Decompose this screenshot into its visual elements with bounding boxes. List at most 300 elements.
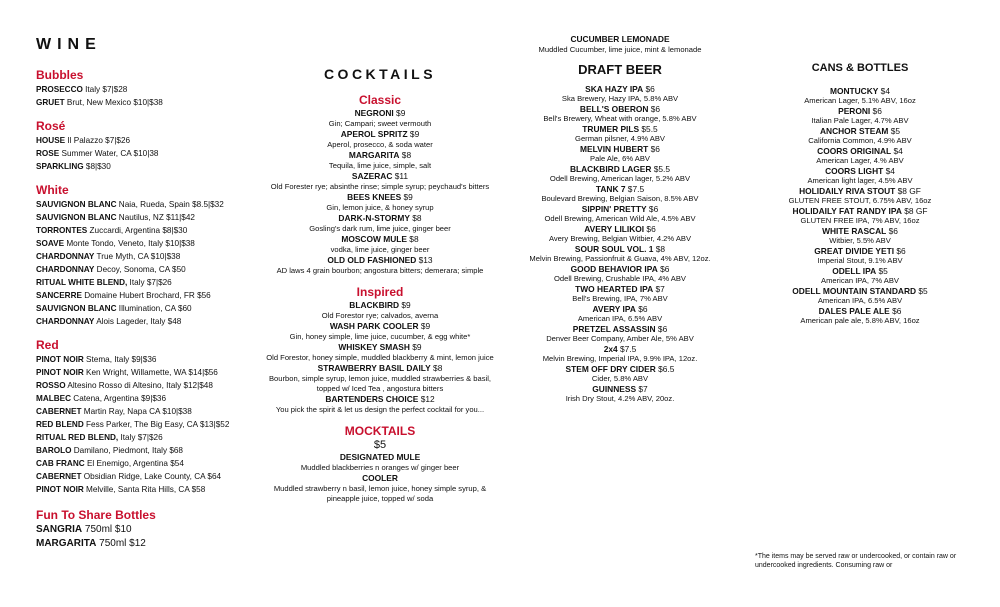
- draft-name-text: STEM OFF DRY CIDER: [565, 364, 656, 374]
- can-item: [760, 266, 960, 286]
- draft-item: [510, 224, 730, 244]
- wine-item-name: SOAVE: [36, 239, 65, 248]
- draft-item-desc: Odell Brewing, Crushable IPA, 4% ABV: [554, 274, 686, 283]
- wine-column: [36, 36, 286, 551]
- classic-item: [265, 255, 495, 276]
- wine-item: [36, 444, 286, 457]
- draft-item: [510, 244, 730, 264]
- draft-item-name: [510, 164, 730, 174]
- can-item-desc: Italian Pale Lager, 4.7% ABV: [811, 116, 909, 125]
- inspired-name-text: BARTENDERS CHOICE: [325, 394, 419, 404]
- can-item-desc: Imperial Stout, 9.1% ABV: [817, 256, 903, 265]
- can-item: [760, 286, 960, 306]
- classic-name-text: APEROL SPRITZ: [340, 129, 408, 139]
- can-name-text: WHITE RASCAL: [822, 226, 887, 236]
- draft-item: [510, 204, 730, 224]
- draft-name-text: PRETZEL ASSASSIN: [572, 324, 656, 334]
- draft-name-text: BLACKBIRD LAGER: [569, 164, 652, 174]
- classic-item-name: [265, 192, 495, 203]
- can-item-name: [760, 306, 960, 316]
- draft-item-desc: Ska Brewery, Hazy IPA, 5.8% ABV: [561, 94, 679, 103]
- wine-section-heading: White: [36, 183, 69, 197]
- classic-price: $8: [399, 150, 412, 160]
- wine-item-detail: El Enemigo, Argentina $54: [84, 459, 184, 468]
- wine-item-detail: Italy $7|$26: [118, 433, 163, 442]
- draft-name-text: TANK 7: [595, 184, 626, 194]
- inspired-name-text: BLACKBIRD: [349, 300, 400, 310]
- draft-item-name: [510, 284, 730, 294]
- draft-price: $6: [635, 304, 648, 314]
- wine-section: [36, 338, 286, 496]
- can-name-text: MONTUCKY: [829, 86, 879, 96]
- wine-sections: [36, 68, 286, 496]
- wine-item-name: ROSE: [36, 149, 60, 158]
- fun-item-detail: 750ml $12: [96, 538, 146, 549]
- draft-item-name: [510, 224, 730, 234]
- wine-item-detail: True Myth, CA $10|$38: [94, 252, 181, 261]
- inspired-item-name: [265, 394, 495, 405]
- wine-item-detail: Fess Parker, The Big Easy, CA $13|$52: [83, 420, 230, 429]
- cocktails-title: COCKTAILS: [323, 66, 437, 82]
- can-price: $5: [888, 126, 901, 136]
- draft-item-desc: German pilsner, 4.9% ABV: [575, 134, 665, 143]
- inspired-name-text: STRAWBERRY BASIL DAILY: [317, 363, 431, 373]
- can-item-name: [760, 246, 960, 256]
- draft-item-name: [510, 304, 730, 314]
- wine-item-name: SAUVIGNON BLANC: [36, 304, 117, 313]
- draft-item: [510, 104, 730, 124]
- draft-item-desc: Irish Dry Stout, 4.2% ABV, 20oz.: [565, 394, 675, 403]
- can-name-text: COORS LIGHT: [825, 166, 884, 176]
- wine-item-name: HOUSE: [36, 136, 66, 145]
- inspired-item-name: [265, 342, 495, 353]
- can-item: [760, 86, 960, 106]
- wine-item-detail: Catena, Argentina $9|$36: [71, 394, 167, 403]
- wine-item-name: RITUAL RED BLEND,: [36, 433, 119, 442]
- wine-item-detail: Zuccardi, Argentina $8|$30: [87, 226, 188, 235]
- draft-item-desc: Odell Brewing, American Wild Ale, 4.5% ABV: [544, 214, 696, 223]
- draft-name-text: MELVIN HUBERT: [580, 144, 649, 154]
- classic-name-text: OLD OLD FASHIONED: [327, 255, 417, 265]
- wine-item-name: PINOT NOIR: [36, 355, 84, 364]
- classic-name-text: SAZERAC: [351, 171, 393, 181]
- lemonade-desc: Muddled Cucumber, lime juice, mint & lemonade: [538, 45, 702, 54]
- draft-item-desc: Avery Brewing, Belgian Witbier, 4.2% ABV: [548, 234, 692, 243]
- classic-item: [265, 150, 495, 171]
- classic-price: $9: [401, 192, 413, 202]
- wine-item-detail: Illumination, CA $60: [116, 304, 192, 313]
- classic-item: [265, 108, 495, 129]
- wine-item-name: BAROLO: [36, 446, 72, 455]
- mocktail-item-desc: Muddled blackberries n oranges w/ ginger beer: [300, 463, 460, 472]
- can-item-desc: Witbier, 5.5% ABV: [829, 236, 891, 245]
- can-item-name: [760, 106, 960, 116]
- inspired-item-desc: Gin, honey simple, lime juice, cucumber, & egg white*: [289, 332, 471, 341]
- inspired-item-desc: You pick the spirit & let us design the perfect cocktail for you...: [275, 405, 485, 414]
- classic-item-name: [265, 150, 495, 161]
- classic-price: $11: [392, 171, 409, 181]
- can-name-text: DALES PALE ALE: [818, 306, 890, 316]
- can-price: $4: [883, 166, 895, 176]
- can-item: [760, 186, 960, 206]
- wine-item-detail: Italy $7|$28: [82, 85, 128, 94]
- wine-item: [36, 392, 286, 405]
- cocktails-column: [265, 66, 495, 504]
- wine-item-name: CHARDONNAY: [36, 265, 95, 274]
- wine-item-name: MALBEC: [36, 394, 72, 403]
- can-item: [760, 146, 960, 166]
- draft-name-text: TWO HEARTED IPA: [575, 284, 654, 294]
- draft-item-name: [510, 244, 730, 254]
- classic-price: $8: [406, 234, 419, 244]
- inspired-item: [265, 363, 495, 394]
- inspired-list: [265, 300, 495, 415]
- classic-item-desc: Tequila, lime juice, simple, salt: [328, 161, 432, 170]
- draft-price: $5.5: [651, 164, 671, 174]
- wine-item-detail: Ken Wright, Willamette, WA $14|$56: [83, 368, 218, 377]
- wine-section-heading: Bubbles: [36, 68, 84, 82]
- can-item-name: [760, 126, 960, 136]
- draft-name-text: AVERY IPA: [592, 304, 636, 314]
- mocktails-heading: MOCKTAILS: [344, 424, 416, 438]
- can-item-desc: California Common, 4.9% ABV: [808, 136, 912, 145]
- can-name-text: HOLIDAILY RIVA STOUT: [799, 186, 896, 196]
- wine-item: [36, 315, 286, 328]
- can-price: $5: [876, 266, 888, 276]
- wine-item-detail: Martin Ray, Napa CA $10|$38: [81, 407, 192, 416]
- can-item-name: [760, 266, 960, 276]
- draft-item-name: [510, 344, 730, 354]
- wine-item-name: PINOT NOIR: [36, 368, 84, 377]
- draft-item: [510, 324, 730, 344]
- can-price: $6: [886, 226, 898, 236]
- classic-name-text: NEGRONI: [354, 108, 394, 118]
- mocktail-name-text: COOLER: [362, 473, 398, 483]
- draft-name-text: SIPPIN' PRETTY: [581, 204, 647, 214]
- draft-item-name: [510, 364, 730, 374]
- draft-price: $6.5: [655, 364, 675, 374]
- draft-item-desc: Pale Ale, 6% ABV: [590, 154, 650, 163]
- draft-item-desc: Melvin Brewing, Imperial IPA, 9.9% IPA, 12oz.: [542, 354, 698, 363]
- draft-item: [510, 264, 730, 284]
- classic-item-name: [265, 108, 495, 119]
- wine-item: [36, 276, 286, 289]
- wine-item-detail: $8|$30: [83, 162, 111, 171]
- classic-item: [265, 171, 495, 192]
- can-name-text: ODELL MOUNTAIN STANDARD: [792, 286, 917, 296]
- can-price: $8 GF: [895, 186, 921, 196]
- draft-item-name: [510, 384, 730, 394]
- draft-price: $6: [646, 204, 659, 214]
- can-item-desc: American IPA, 6.5% ABV: [817, 296, 903, 305]
- wine-item-name: SPARKLING: [36, 162, 84, 171]
- classic-item-name: [265, 129, 495, 140]
- can-item: [760, 226, 960, 246]
- fun-section: [36, 508, 286, 551]
- wine-item-name: CHARDONNAY: [36, 317, 95, 326]
- draft-item-name: [510, 324, 730, 334]
- draft-price: $6: [655, 324, 668, 334]
- fun-item-name: MARGARITA: [36, 538, 97, 549]
- classic-item-desc: Gosling's dark rum, lime juice, ginger beer: [309, 224, 451, 233]
- draft-price: $8: [653, 244, 666, 254]
- draft-name-text: AVERY LILIKOI: [584, 224, 645, 234]
- wine-item-detail: Alois Lageder, Italy $48: [94, 317, 182, 326]
- inspired-price: $9: [409, 342, 422, 352]
- classic-item: [265, 234, 495, 255]
- wine-item: [36, 147, 286, 160]
- draft-item: [510, 84, 730, 104]
- wine-item: [36, 379, 286, 392]
- wine-section: [36, 119, 286, 173]
- wine-item: [36, 302, 286, 315]
- can-item-desc: American IPA, 7% ABV: [821, 276, 899, 285]
- draft-title: DRAFT BEER: [578, 62, 662, 77]
- wine-item-detail: Summer Water, CA $10|38: [59, 149, 159, 158]
- can-item-desc: American light lager, 4.5% ABV: [807, 176, 913, 185]
- can-item-name: [760, 286, 960, 296]
- inspired-price: $9: [418, 321, 431, 331]
- wine-item-name: RED BLEND: [36, 420, 84, 429]
- wine-item-detail: Stema, Italy $9|$36: [83, 355, 157, 364]
- wine-item-name: SANCERRE: [36, 291, 82, 300]
- wine-item: [36, 405, 286, 418]
- wine-item: [36, 457, 286, 470]
- can-item: [760, 166, 960, 186]
- inspired-item-name: [265, 321, 495, 332]
- classic-item-name: [265, 171, 495, 182]
- draft-name-text: GUINNESS: [592, 384, 637, 394]
- can-item-name: [760, 166, 960, 176]
- can-name-text: HOLIDAILY FAT RANDY IPA: [792, 206, 902, 216]
- wine-section-heading: Red: [36, 338, 59, 352]
- draft-item-name: [510, 84, 730, 94]
- inspired-item-desc: Bourbon, simple syrup, lemon juice, muddled strawberries & basil, topped w/ Iced Tea , angostura bitters: [268, 374, 491, 393]
- wine-section-heading: Rosé: [36, 119, 66, 133]
- can-item-name: [760, 206, 960, 216]
- classic-item-name: [265, 255, 495, 266]
- wine-item-detail: Il Palazzo $7|$26: [65, 136, 131, 145]
- draft-item: [510, 384, 730, 404]
- can-name-text: PERONI: [838, 106, 871, 116]
- draft-price: $6: [648, 144, 660, 154]
- footnote: *The items may be served raw or undercooked, or contain raw or undercooked ingredients. Consuming raw or: [755, 553, 957, 569]
- fun-item: [36, 523, 286, 537]
- wine-item-name: RITUAL WHITE BLEND,: [36, 278, 128, 287]
- wine-item-detail: Melville, Santa Rita Hills, CA $58: [83, 485, 206, 494]
- draft-price: $7: [636, 384, 648, 394]
- draft-name-text: SKA HAZY IPA: [585, 84, 644, 94]
- can-item: [760, 126, 960, 146]
- fun-item-name: SANGRIA: [36, 524, 83, 535]
- can-price: $6: [889, 306, 902, 316]
- wine-item-name: CABERNET: [36, 407, 82, 416]
- can-item-name: [760, 86, 960, 96]
- can-price: $6: [870, 106, 882, 116]
- classic-item-name: [265, 234, 495, 245]
- classic-item-name: [265, 213, 495, 224]
- can-item-name: [760, 186, 960, 196]
- draft-list: [510, 84, 730, 404]
- draft-item-desc: Melvin Brewing, Passionfruit & Guava, 4% ABV, 12oz.: [529, 254, 711, 263]
- wine-item-detail: Italy $7|$26: [127, 278, 172, 287]
- wine-item: [36, 418, 286, 431]
- draft-name-text: 2x4: [603, 344, 618, 354]
- mocktail-item-desc: Muddled strawberry n basil, lemon juice, honey simple syrup, & pineapple juice, topped w/ soda: [273, 484, 487, 503]
- can-item-desc: GLUTEN FREE STOUT, 6.75% ABV, 16oz: [788, 196, 932, 205]
- draft-item-desc: Bell's Brewing, IPA, 7% ABV: [572, 294, 668, 303]
- classic-item: [265, 129, 495, 150]
- draft-item-name: [510, 104, 730, 114]
- draft-name-text: GOOD BEHAVIOR IPA: [570, 264, 658, 274]
- inspired-item-name: [265, 300, 495, 311]
- wine-item: [36, 431, 286, 444]
- cans-column: [760, 62, 960, 326]
- wine-item: [36, 160, 286, 173]
- wine-item: [36, 237, 286, 250]
- wine-item: [36, 289, 286, 302]
- can-price: $8 GF: [901, 206, 928, 216]
- classic-item-desc: Gin, lemon juice, & honey syrup: [326, 203, 434, 212]
- can-price: $4: [891, 146, 903, 156]
- inspired-price: $8: [430, 363, 443, 373]
- can-name-text: COORS ORIGINAL: [817, 146, 892, 156]
- wine-item-detail: Nautilus, NZ $11|$42: [116, 213, 195, 222]
- wine-item-name: SAUVIGNON BLANC: [36, 200, 117, 209]
- classic-list: [265, 108, 495, 276]
- wine-item-detail: Damilano, Piedmont, Italy $68: [71, 446, 183, 455]
- draft-item: [510, 184, 730, 204]
- inspired-name-text: WHISKEY SMASH: [338, 342, 410, 352]
- draft-item-desc: Bell's Brewery, Wheat with orange, 5.8% ABV: [543, 114, 697, 123]
- draft-price: $6: [643, 84, 655, 94]
- mocktails-price: $5: [373, 439, 387, 451]
- wine-item-name: PROSECCO: [36, 85, 83, 94]
- inspired-item-name: [265, 363, 495, 374]
- cans-title: CANS & BOTTLES: [811, 62, 909, 74]
- draft-item-name: [510, 144, 730, 154]
- wine-item-detail: Monte Tondo, Veneto, Italy $10|$38: [64, 239, 195, 248]
- draft-price: $5.5: [639, 124, 658, 134]
- wine-item-detail: Brut, New Mexico $10|$38: [64, 98, 163, 107]
- draft-item-desc: Cider, 5.8% ABV: [591, 374, 649, 383]
- wine-item-detail: Domaine Hubert Brochard, FR $56: [81, 291, 211, 300]
- draft-item-desc: Denver Beer Company, Amber Ale, 5% ABV: [546, 334, 694, 343]
- wine-item: [36, 224, 286, 237]
- wine-item-name: SAUVIGNON BLANC: [36, 213, 117, 222]
- inspired-price: $9: [399, 300, 411, 310]
- can-item-desc: American Lager, 4.% ABV: [816, 156, 904, 165]
- draft-item-name: [510, 204, 730, 214]
- fun-item: [36, 537, 286, 551]
- wine-item-detail: Altesino Rosso di Altesino, Italy $12|$48: [65, 381, 213, 390]
- inspired-item: [265, 394, 495, 415]
- draft-item: [510, 284, 730, 304]
- wine-item-name: CAB FRANC: [36, 459, 85, 468]
- inspired-item-desc: Old Forestor, honey simple, muddled blackberry & mint, lemon juice: [266, 353, 494, 362]
- can-item-desc: American pale ale, 5.8% ABV, 16oz: [800, 316, 920, 325]
- mocktail-item-name: [265, 473, 495, 484]
- wine-item: [36, 470, 286, 483]
- can-price: $4: [878, 86, 891, 96]
- can-item: [760, 306, 960, 326]
- classic-name-text: MARGARITA: [348, 150, 400, 160]
- wine-item: [36, 250, 286, 263]
- draft-item: [510, 304, 730, 324]
- wine-section: [36, 68, 286, 109]
- classic-price: $13: [416, 255, 433, 265]
- draft-price: $6: [644, 224, 656, 234]
- wine-item: [36, 483, 286, 496]
- wine-item: [36, 353, 286, 366]
- inspired-item: [265, 300, 495, 321]
- wine-item-name: ROSSO: [36, 381, 66, 390]
- classic-item-desc: AD laws 4 grain bourbon; angostura bitters; demerara; simple: [276, 266, 484, 275]
- draft-column: [510, 34, 730, 404]
- cans-list: [760, 86, 960, 326]
- inspired-item: [265, 321, 495, 342]
- mocktail-name-text: DESIGNATED MULE: [339, 452, 421, 462]
- can-name-text: GREAT DIVIDE YETI: [814, 246, 895, 256]
- wine-item: [36, 134, 286, 147]
- fun-heading: Fun To Share Bottles: [36, 508, 156, 522]
- draft-price: $6: [648, 104, 661, 114]
- classic-price: $9: [407, 129, 420, 139]
- can-item: [760, 246, 960, 266]
- wine-item-detail: Decoy, Sonoma, CA $50: [94, 265, 186, 274]
- wine-item-name: CHARDONNAY: [36, 252, 95, 261]
- wine-section: [36, 183, 286, 328]
- wine-item: [36, 211, 286, 224]
- draft-item: [510, 344, 730, 364]
- draft-name-text: BELL'S OBERON: [579, 104, 649, 114]
- classic-name-text: DARK-N-STORMY: [338, 213, 410, 223]
- draft-price: $7: [653, 284, 665, 294]
- mocktail-item-name: [265, 452, 495, 463]
- classic-item-desc: vodka, lime juice, ginger beer: [330, 245, 430, 254]
- inspired-price: $12: [418, 394, 435, 404]
- wine-item-name: PINOT NOIR: [36, 485, 84, 494]
- draft-price: $7.5: [617, 344, 637, 354]
- can-item: [760, 106, 960, 126]
- can-name-text: ANCHOR STEAM: [819, 126, 889, 136]
- draft-item-name: [510, 124, 730, 134]
- wine-item-detail: Obsidian Ridge, Lake County, CA $64: [81, 472, 222, 481]
- classic-item-desc: Old Forester rye; absinthe rinse; simple syrup; peychaud's bitters: [270, 182, 490, 191]
- classic-price: $8: [409, 213, 422, 223]
- wine-title: WINE: [36, 36, 102, 53]
- draft-name-text: TRUMER PILS: [582, 124, 640, 134]
- classic-item: [265, 192, 495, 213]
- can-price: $6: [894, 246, 906, 256]
- mocktail-list: [265, 452, 495, 504]
- draft-item: [510, 164, 730, 184]
- draft-price: $6: [657, 264, 670, 274]
- draft-item-name: [510, 184, 730, 194]
- inspired-item: [265, 342, 495, 363]
- draft-name-text: SOUR SOUL VOL. 1: [574, 244, 654, 254]
- wine-item-detail: Naia, Rueda, Spain $8.5|$32: [116, 200, 224, 209]
- can-item-name: [760, 146, 960, 156]
- inspired-name-text: WASH PARK COOLER: [329, 321, 419, 331]
- wine-item: [36, 263, 286, 276]
- can-name-text: ODELL IPA: [832, 266, 877, 276]
- draft-item: [510, 144, 730, 164]
- draft-item-desc: Boulevard Brewing, Belgian Saison, 8.5% ABV: [541, 194, 699, 203]
- inspired-heading: Inspired: [356, 285, 404, 299]
- draft-item: [510, 124, 730, 144]
- wine-item: [36, 366, 286, 379]
